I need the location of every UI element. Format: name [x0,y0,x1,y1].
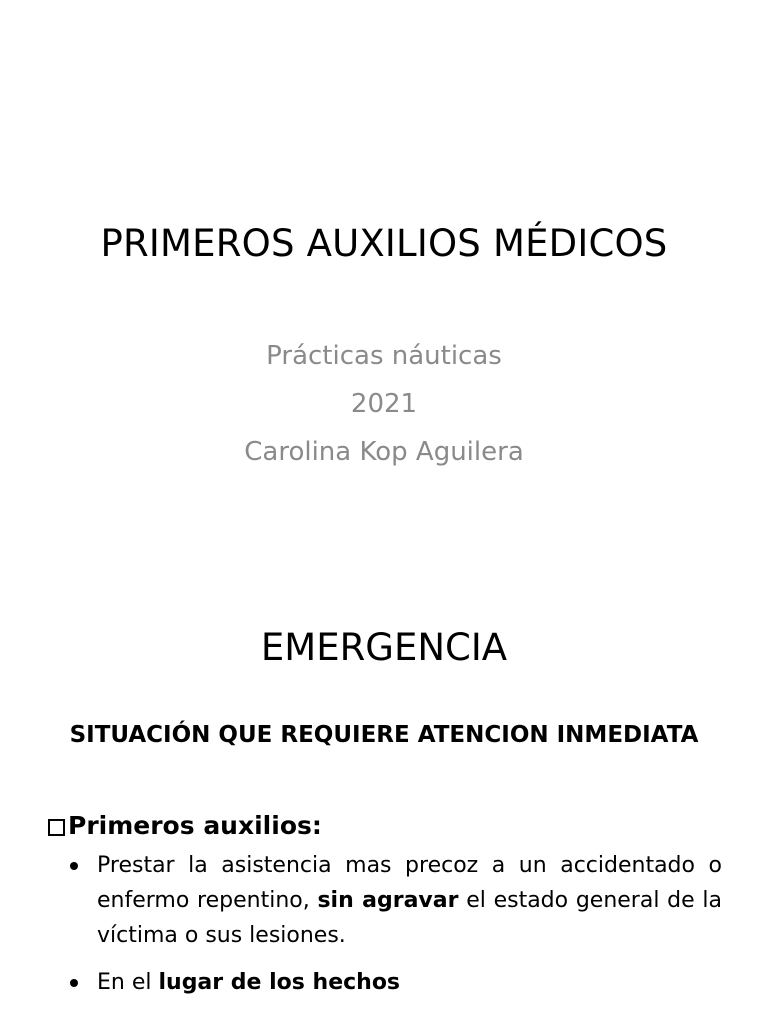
subtitle-year: 2021 [350,389,418,419]
bullet-text-part2: el estado general de la víctima o sus lesiones. [97,888,722,948]
checkbox-bullet-icon [48,819,65,836]
bullet-dot-icon [70,862,78,870]
list-item [66,965,722,1000]
subtitle-block [0,332,768,476]
slide-title-emergencia: EMERGENCIA [260,626,508,669]
list-item [66,848,722,953]
section-label: Primeros auxilios: [68,811,322,840]
bullet-text-bold: lugar de los hechos [158,970,401,995]
bullet-text-part1: En el [97,970,159,995]
bullet-text-part1: Prestar la asistencia mas precoz a un accidentado o enfermo repentino, [97,853,722,913]
bullet-dot-icon [70,979,78,987]
slide-emergencia [0,576,768,1024]
subtitle-course: Prácticas náuticas [266,341,502,371]
bullet-list [66,848,722,1012]
presentation-title: PRIMEROS AUXILIOS MÉDICOS [100,222,668,265]
section-primeros-auxilios [48,808,322,844]
subtitle-author: Carolina Kop Aguilera [244,437,524,467]
definition-heading: SITUACIÓN QUE REQUIERE ATENCION INMEDIATA [69,722,699,748]
bullet-text-bold: sin agravar [317,888,459,913]
